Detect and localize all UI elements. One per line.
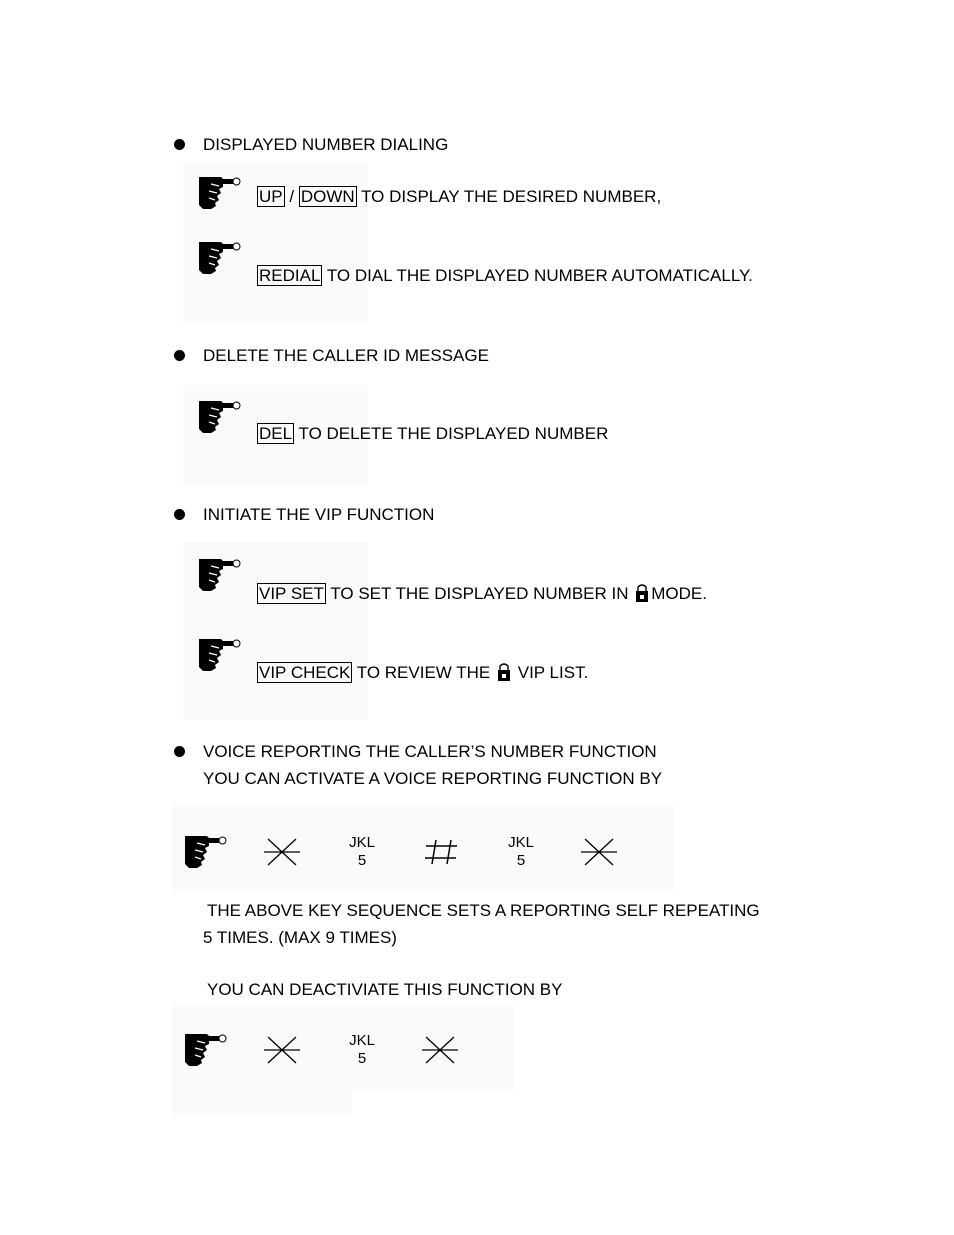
instruction-line — [257, 583, 707, 604]
star-key-icon — [260, 835, 304, 869]
instruction-text: VIP LIST. — [517, 663, 589, 682]
key-digit: 5 — [516, 852, 526, 869]
instruction-line — [257, 266, 753, 286]
instruction-text: TO REVIEW THE — [356, 663, 491, 682]
redial-key-button[interactable]: REDIAL — [259, 266, 321, 285]
jkl5-key-icon — [501, 834, 541, 870]
vip-set-key-button[interactable]: VIP SET — [259, 584, 324, 603]
bullet-dot — [174, 139, 185, 150]
instruction-text: TO DIAL THE DISPLAYED NUMBER AUTOMATICALLY. — [326, 266, 753, 285]
up-key-button[interactable]: UP — [259, 187, 283, 206]
down-key-button[interactable]: DOWN — [300, 187, 355, 206]
section-title-vip: INITIATE THE VIP FUNCTION — [203, 505, 435, 524]
pointing-hand-icon — [197, 399, 243, 435]
star-key-icon — [418, 1033, 462, 1067]
vip-check-key-button[interactable]: VIP CHECK — [259, 663, 351, 682]
star-key-icon — [577, 835, 621, 869]
lock-icon — [635, 583, 649, 603]
section-title-voice: VOICE REPORTING THE CALLER’S NUMBER FUNCTION — [203, 742, 657, 761]
key-digit: 5 — [357, 852, 367, 869]
instruction-line — [257, 187, 661, 207]
instruction-line — [257, 662, 588, 683]
bullet-dot — [174, 746, 185, 757]
section-subtitle: YOU CAN ACTIVATE A VOICE REPORTING FUNCTION BY — [203, 769, 663, 788]
key-letters: JKL — [508, 834, 534, 851]
pointing-hand-icon — [183, 1032, 229, 1068]
instruction-text: TO DISPLAY THE DESIRED NUMBER, — [361, 187, 662, 206]
pointing-hand-icon — [197, 557, 243, 593]
bullet-dot — [174, 350, 185, 361]
star-key-icon — [260, 1033, 304, 1067]
instruction-text: TO SET THE DISPLAYED NUMBER IN — [330, 584, 629, 603]
key-separator: / — [289, 187, 295, 206]
instruction-text: MODE. — [651, 584, 707, 603]
del-key-button[interactable]: DEL — [259, 424, 293, 443]
key-sequence-panel-tail — [172, 1091, 352, 1115]
deactivate-text: YOU CAN DEACTIVIATE THIS FUNCTION BY — [207, 980, 563, 999]
section-title-displayed-dialing: DISPLAYED NUMBER DIALING — [203, 135, 449, 154]
bullet-dot — [174, 509, 185, 520]
key-letters: JKL — [349, 1032, 375, 1049]
note-line: 5 TIMES. (MAX 9 TIMES) — [203, 928, 397, 947]
hash-key-icon — [424, 838, 458, 866]
pointing-hand-icon — [183, 834, 229, 870]
note-line: THE ABOVE KEY SEQUENCE SETS A REPORTING SELF REPEATING — [207, 901, 760, 920]
instruction-line — [257, 424, 608, 444]
instruction-text: TO DELETE THE DISPLAYED NUMBER — [298, 424, 609, 443]
pointing-hand-icon — [197, 175, 243, 211]
jkl5-key-icon — [342, 834, 382, 870]
jkl5-key-icon — [342, 1032, 382, 1068]
pointing-hand-icon — [197, 637, 243, 673]
key-letters: JKL — [349, 834, 375, 851]
lock-icon — [497, 662, 511, 682]
key-digit: 5 — [357, 1050, 367, 1067]
pointing-hand-icon — [197, 240, 243, 276]
section-title-delete: DELETE THE CALLER ID MESSAGE — [203, 346, 489, 365]
